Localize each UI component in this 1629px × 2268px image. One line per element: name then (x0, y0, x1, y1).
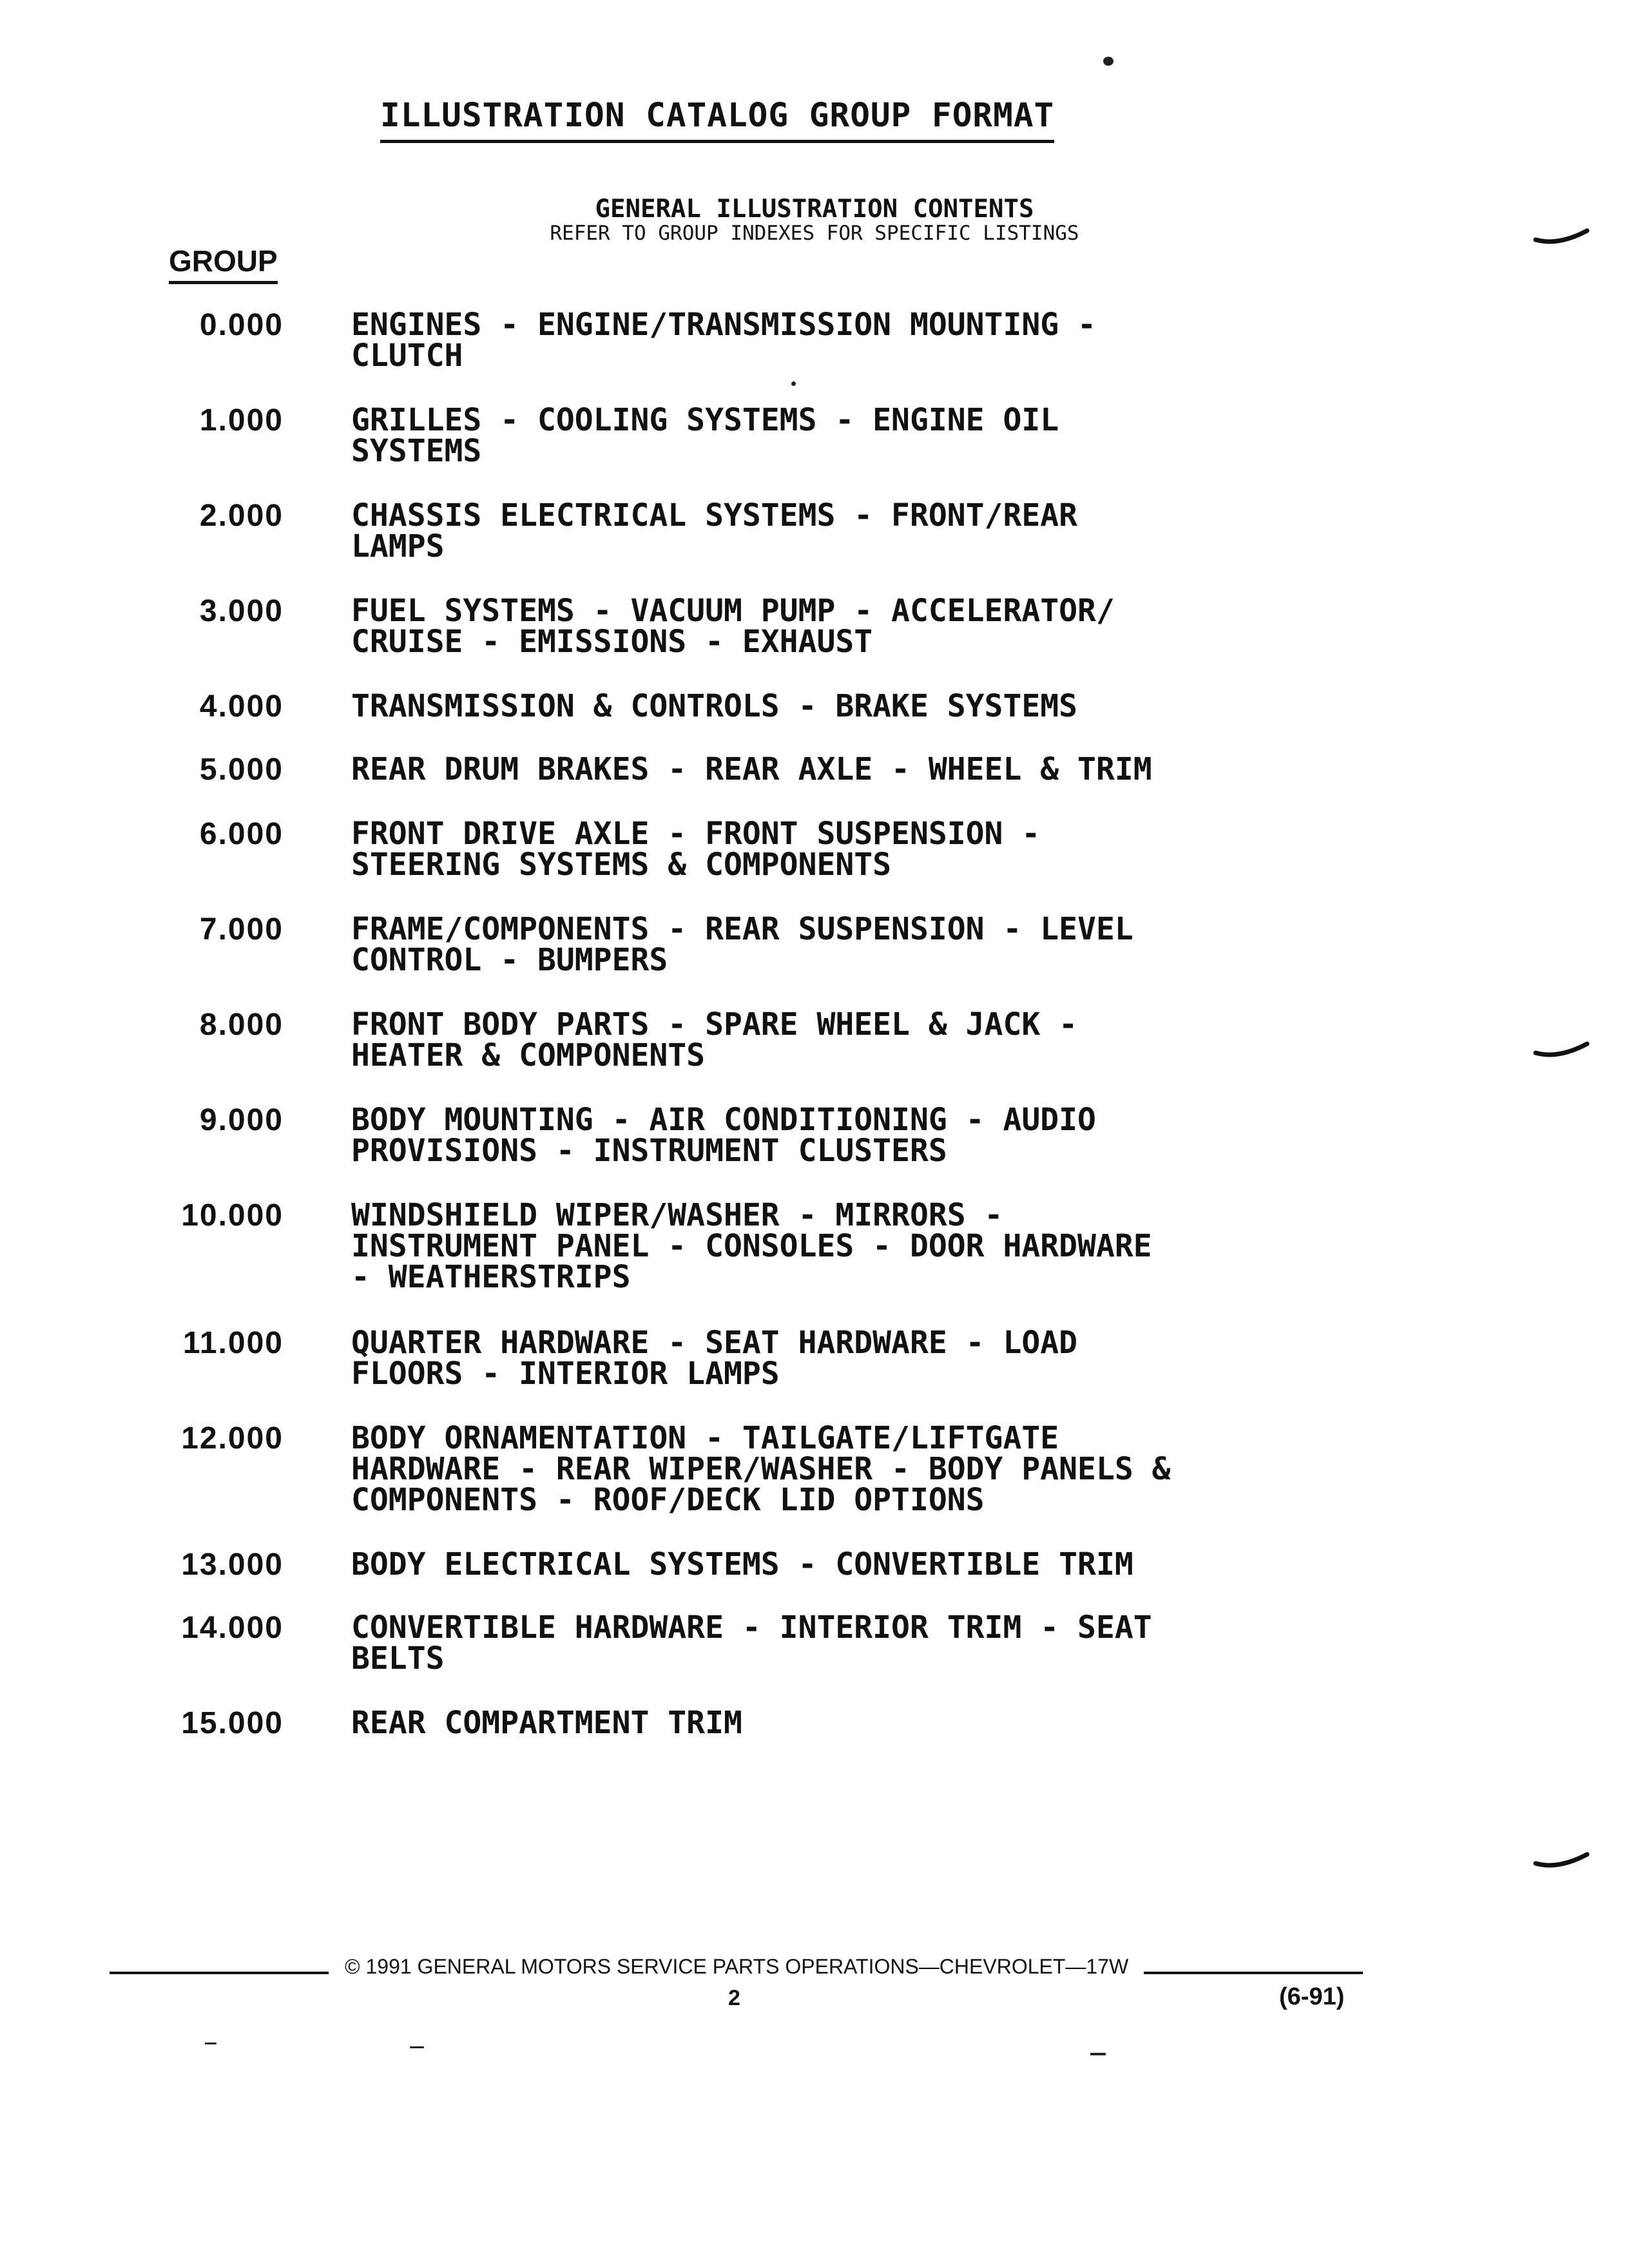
footer-copyright: © 1991 GENERAL MOTORS SERVICE PARTS OPERATIONS—CHEVROLET—17W (345, 1955, 1129, 1978)
group-number: 13.000 (181, 1548, 284, 1582)
group-number: 9.000 (199, 1103, 284, 1137)
group-number: 12.000 (181, 1421, 284, 1456)
footer-rule-right (1144, 1972, 1363, 1974)
group-number: 0.000 (199, 308, 284, 342)
group-number: 2.000 (199, 499, 284, 533)
footer-page-number: 2 (728, 1986, 740, 2010)
group-description: WINDSHIELD WIPER/WASHER - MIRRORS - INSTRUMENT PANEL - CONSOLES - DOOR HARDWARE - WEATHERSTRIPS (351, 1197, 1152, 1295)
scan-speck (205, 2042, 217, 2044)
group-number: 8.000 (199, 1008, 284, 1042)
group-description: FRAME/COMPONENTS - REAR SUSPENSION - LEVEL CONTROL - BUMPERS (351, 911, 1133, 978)
group-description: FRONT DRIVE AXLE - FRONT SUSPENSION - STEERING SYSTEMS & COMPONENTS (351, 816, 1041, 883)
group-description: FUEL SYSTEMS - VACUUM PUMP - ACCELERATOR/ CRUISE - EMISSIONS - EXHAUST (351, 593, 1115, 660)
footer-rule-left (110, 1972, 329, 1974)
group-number: 10.000 (181, 1198, 284, 1233)
scan-speck (791, 381, 796, 386)
group-number: 14.000 (181, 1611, 284, 1645)
group-description: TRANSMISSION & CONTROLS - BRAKE SYSTEMS (351, 688, 1078, 724)
scan-speck (1090, 2053, 1106, 2055)
contents-heading: GENERAL ILLUSTRATION CONTENTS (595, 195, 1034, 224)
group-number: 3.000 (199, 594, 284, 628)
group-number: 7.000 (199, 912, 284, 947)
group-number: 11.000 (182, 1326, 284, 1360)
group-number: 4.000 (199, 689, 284, 724)
contents-subheading: REFER TO GROUP INDEXES FOR SPECIFIC LISTINGS (550, 222, 1079, 245)
scan-speck (1103, 57, 1113, 66)
group-description: BODY ELECTRICAL SYSTEMS - CONVERTIBLE TRIM (351, 1546, 1133, 1582)
binder-hole-mark-icon (1532, 1039, 1590, 1064)
group-description: BODY MOUNTING - AIR CONDITIONING - AUDIO PROVISIONS - INSTRUMENT CLUSTERS (351, 1102, 1096, 1169)
group-number: 1.000 (199, 403, 284, 437)
binder-hole-mark-icon (1532, 1849, 1590, 1875)
group-description: QUARTER HARDWARE - SEAT HARDWARE - LOAD FLOORS - INTERIOR LAMPS (351, 1325, 1078, 1392)
group-description: ENGINES - ENGINE/TRANSMISSION MOUNTING - CLUTCH (351, 307, 1096, 374)
binder-hole-mark-icon (1532, 226, 1590, 251)
footer-revision-date: (6-91) (1279, 1983, 1345, 2010)
group-description: FRONT BODY PARTS - SPARE WHEEL & JACK - HEATER & COMPONENTS (351, 1006, 1078, 1073)
group-description: CONVERTIBLE HARDWARE - INTERIOR TRIM - SEAT BELTS (351, 1610, 1152, 1677)
group-number: 15.000 (181, 1706, 284, 1740)
group-description: CHASSIS ELECTRICAL SYSTEMS - FRONT/REAR LAMPS (351, 497, 1078, 564)
group-column-label: GROUP (169, 244, 278, 284)
group-description: REAR DRUM BRAKES - REAR AXLE - WHEEL & TRIM (351, 751, 1152, 787)
group-number: 6.000 (199, 817, 284, 851)
scan-speck (410, 2046, 424, 2048)
group-description: GRILLES - COOLING SYSTEMS - ENGINE OIL SYSTEMS (351, 402, 1059, 469)
group-description: BODY ORNAMENTATION - TAILGATE/LIFTGATE HARDWARE - REAR WIPER/WASHER - BODY PANELS & COMPONENTS - ROOF/DECK LID OPTIONS (351, 1420, 1171, 1518)
group-number: 5.000 (199, 753, 284, 787)
page-title: ILLUSTRATION CATALOG GROUP FORMAT (380, 97, 1054, 143)
group-description: REAR COMPARTMENT TRIM (351, 1705, 742, 1741)
